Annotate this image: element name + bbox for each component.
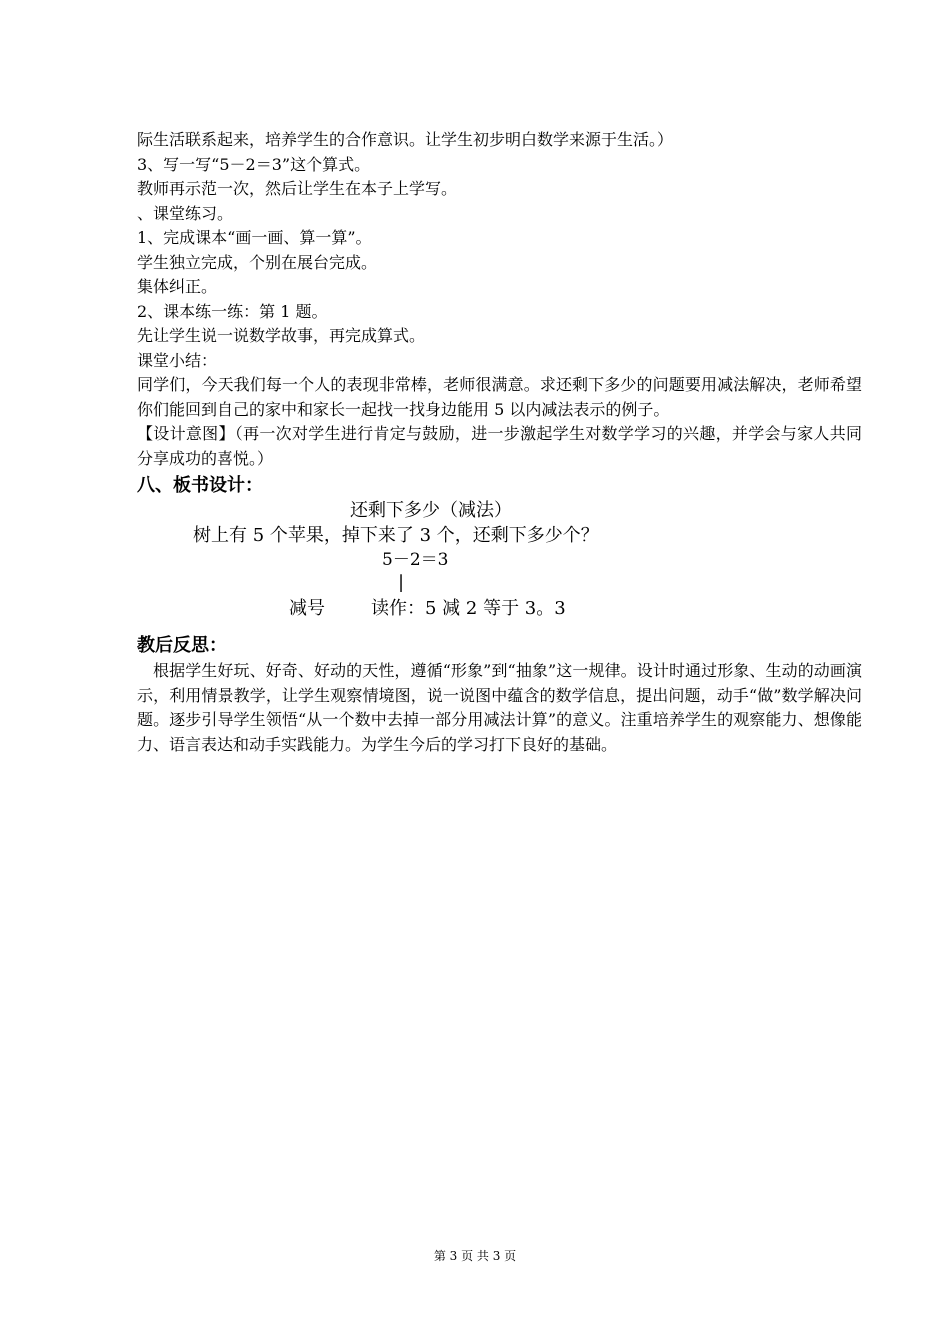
reflection-heading: 教后反思： <box>137 635 227 656</box>
board-design <box>137 499 862 631</box>
body-line-math-story: 先让学生说一说数学故事，再完成算式。 <box>137 326 426 345</box>
board-equation: 5－2＝3 <box>382 550 449 570</box>
body-line-exercise-2: 2、课本练一练：第 1 题。 <box>137 301 328 321</box>
body-line-exercise-1: 1、完成课本“画一画、算一算”。 <box>137 228 372 247</box>
board-title: 还剩下多少（减法） <box>350 500 512 521</box>
reflection-paragraph: 根据学生好玩、好奇、好动的天性，遵循“形象”到“抽象”这一规律。设计时通过形象、生动的动画演示，利用情景教学，让学生观察情境图，说一说图中蕴含的数学信息，提出问题，动手“做”数学解决问题。逐步引导学生领悟“从一个数中去掉一部分用减法计算”的意义。注重培养学生的观察能力、想像能力、语言表达和动手实践能力。为学生今后的学习打下良好的基础。 <box>137 661 862 754</box>
body-line-classroom-practice: 、课堂练习。 <box>137 203 234 223</box>
body-line-teacher-demo: 教师再示范一次，然后让学生在本子上学写。 <box>137 179 458 198</box>
design-intent-paragraph: 【设计意图】（再一次对学生进行肯定与鼓励，进一步激起学生对数学学习的兴趣，并学会与家人共同分享成功的喜悦。） <box>137 424 862 468</box>
board-pointer: | <box>398 572 405 593</box>
board-problem: 树上有 5 个苹果，掉下来了 3 个，还剩下多少个？ <box>193 525 599 546</box>
body-line-summary-label: 课堂小结： <box>137 350 218 370</box>
board-design-heading: 八、板书设计： <box>137 475 263 496</box>
body-line-continuation: 际生活联系起来，培养学生的合作意识。让学生初步明白数学来源于生活。） <box>137 130 674 149</box>
board-minus-label: 减号 <box>289 598 325 619</box>
board-reading: 读作：5 减 2 等于 3。3 <box>371 598 566 619</box>
body-line-collective-correction: 集体纠正。 <box>137 277 218 296</box>
body-line-write-equation: 3、写一写“5－2＝3”这个算式。 <box>137 154 371 174</box>
body-line-independent: 学生独立完成，个别在展台完成。 <box>137 252 378 272</box>
summary-paragraph: 同学们，今天我们每一个人的表现非常棒，老师很满意。求还剩下多少的问题要用减法解决，老师希望你们能回到自己的家中和家长一起找一找身边能用 5 以内减法表示的例子。 <box>137 375 862 419</box>
page-footer: 第 3 页 共 3 页 <box>433 1249 517 1263</box>
document-body <box>137 128 862 757</box>
